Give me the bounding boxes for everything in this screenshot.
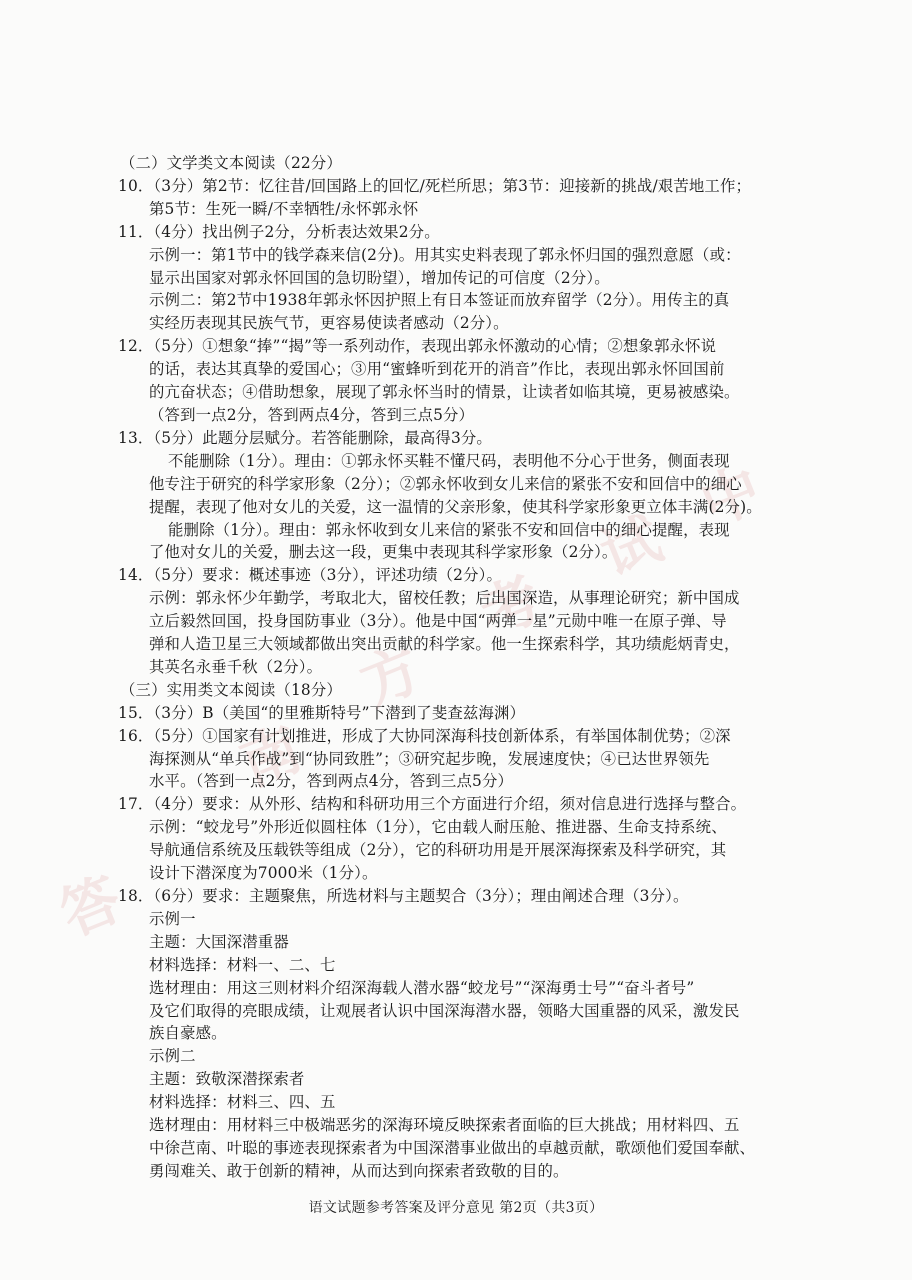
q11-line: 11．（4分）找出例子2分，分析表达效果2分。 — [118, 222, 440, 241]
q13-line: 13．（5分）此题分层赋分。若答能删除，最高得3分。 — [118, 428, 492, 447]
q17-line: 导航通信系统及压载铁等组成（2分），它的科研功用是开展深海探索及科学研究，其 — [149, 841, 727, 860]
q12-line: 的亢奋状态；④借助想象，展现了郭永怀当时的情景，让读者如临其境，更易被感染。 — [149, 383, 740, 402]
q12-line: （答到一点2分，答到两点4分，答到三点5分） — [149, 405, 475, 424]
page-footer: 语文试题参考答案及评分意见 第2页（共3页） — [308, 1200, 604, 1216]
q17-line: 示例：“蛟龙号”外形近似圆柱体（1分），它由载人耐压舱、推进器、生命支持系统、 — [149, 818, 727, 837]
q18-line: 选材理由：用材料三中极端恶劣的深海环境反映探索者面临的巨大挑战；用材料四、五 — [149, 1116, 740, 1135]
q14-line: 立后毅然回国，投身国防事业（3分）。他是中国“两弹一星”元勋中唯一在原子弹、导 — [149, 612, 727, 631]
q14-line: 弹和人造卫星三大领域都做出突出贡献的科学家。他一生探索科学，其功绩彪炳青史， — [149, 635, 740, 654]
q11-line: 实经历表现其民族气节，更容易使读者感动（2分）。 — [149, 314, 509, 333]
q17-line: 17．（4分）要求：从外形、结构和科研功用三个方面进行介绍，须对信息进行选择与整合。 — [118, 795, 747, 814]
q10-line: 第5节：生死一瞬/不幸牺牲/永怀郭永怀 — [149, 199, 419, 218]
q15-line: 15．（3分）B（美国“的里雅斯特号”下潜到了斐查兹海渊） — [118, 703, 526, 722]
q14-line: 示例：郭永怀少年勤学，考取北大，留校任教；后出国深造，从事理论研究；新中国成 — [149, 589, 740, 608]
watermark-char: 答 — [51, 864, 131, 950]
watermark-char: 南 — [231, 714, 311, 800]
q13-line: 提醒，表现了他对女儿的关爱，这一温情的父亲形象，使其科学家形象更立体丰满(2分)。 — [149, 497, 762, 516]
watermark-char: 方 — [351, 634, 431, 720]
watermark-char: 试 — [591, 504, 671, 590]
watermark-char: 考 — [471, 564, 551, 650]
q18-line: 示例一 — [149, 909, 196, 928]
q13-line: 他专注于研究的科学家形象（2分）；②郭永怀收到女儿来信的紧张不安和回信中的细心 — [149, 474, 742, 493]
q18-line: 族自豪感。 — [149, 1024, 227, 1043]
q16-line: 海探测从“单兵作战”到“协同致胜”；③研究起步晚，发展速度快；④已达世界领先 — [149, 749, 710, 768]
watermark-char: 中 — [691, 454, 771, 540]
q13-line: 了他对女儿的关爱，删去这一段，更集中表现其科学家形象（2分）。 — [149, 543, 618, 562]
answer-content — [118, 152, 808, 1183]
q18-line: 选材理由：用这三则材料介绍深海载人潜水器“蛟龙号”“深海勇士号”“奋斗者号” — [149, 978, 695, 997]
q18-line: 勇闯难关、敢于创新的精神，从而达到向探索者致敬的目的。 — [149, 1161, 569, 1180]
q18-line: 主题：大国深潜重器 — [149, 932, 289, 951]
q18-line: 18．（6分）要求：主题聚焦，所选材料与主题契合（3分）；理由阐述合理（3分）。 — [118, 887, 689, 905]
q18-line: 示例二 — [149, 1047, 196, 1066]
q11-line: 示例二：第2节中1938年郭永怀因护照上有日本签证而放弃留学（2分）。用传主的真 — [149, 291, 730, 310]
q11-line: 示例一：第1节中的钱学森来信(2分)。用其实史料表现了郭永怀归国的强烈意愿（或： — [149, 245, 741, 264]
q14-line: 14．（5分）要求：概述事迹（3分），评述功绩（2分）。 — [118, 566, 503, 585]
q18-line: 主题：致敬深潜探索者 — [149, 1070, 305, 1089]
section-heading-practical: （三）实用类文本阅读（18分） — [120, 680, 342, 699]
q18-line: 中徐芑南、叶聪的事迹表现探索者为中国深潜事业做出的卓越贡献，歌颂他们爱国奉献、 — [149, 1138, 756, 1157]
section-heading-literary: （二）文学类文本阅读（22分） — [120, 154, 342, 172]
q17-line: 设计下潜深度为7000米（1分）。 — [149, 864, 378, 883]
q14-line: 其英名永垂千秋（2分）。 — [149, 657, 323, 676]
q18-line: 材料选择：材料三、四、五 — [149, 1093, 336, 1112]
q16-line: 水平。（答到一点2分，答到两点4分，答到三点5分） — [149, 772, 514, 791]
q11-line: 显示出国家对郭永怀回国的急切盼望），增加传记的可信度（2分）。 — [149, 268, 610, 287]
q12-line: 的话，表达其真挚的爱国心；③用“蜜蜂听到花开的消音”作比，表现出郭永怀回国前 — [149, 360, 725, 379]
q10-line: 10．（3分）第2节：忆往昔/回国路上的回忆/死栏所思；第3节：迎接新的挑战/艰苦地工作； — [118, 176, 752, 195]
q16-line: 16．（5分）①国家有计划推进，形成了大协同深海科技创新体系，有举国体制优势；②深 — [118, 726, 731, 745]
q18-line: 及它们取得的亮眼成绩，让观展者认识中国深海潜水器，领略大国重器的风采，激发民 — [149, 1001, 740, 1020]
q18-line: 材料选择：材料一、二、七 — [149, 955, 336, 974]
q13-line: 能删除（1分）。理由：郭永怀收到女儿来信的紧张不安和回信中的细心提醒，表现 — [168, 520, 730, 539]
q12-line: 12．（5分）①想象“捧”“揭”等一系列动作，表现出郭永怀激动的心情；②想象郭永怀说 — [118, 337, 717, 356]
q13-line: 不能删除（1分）。理由：①郭永怀买鞋不懂尺码，表明他不分心于世务，侧面表现 — [168, 451, 730, 470]
